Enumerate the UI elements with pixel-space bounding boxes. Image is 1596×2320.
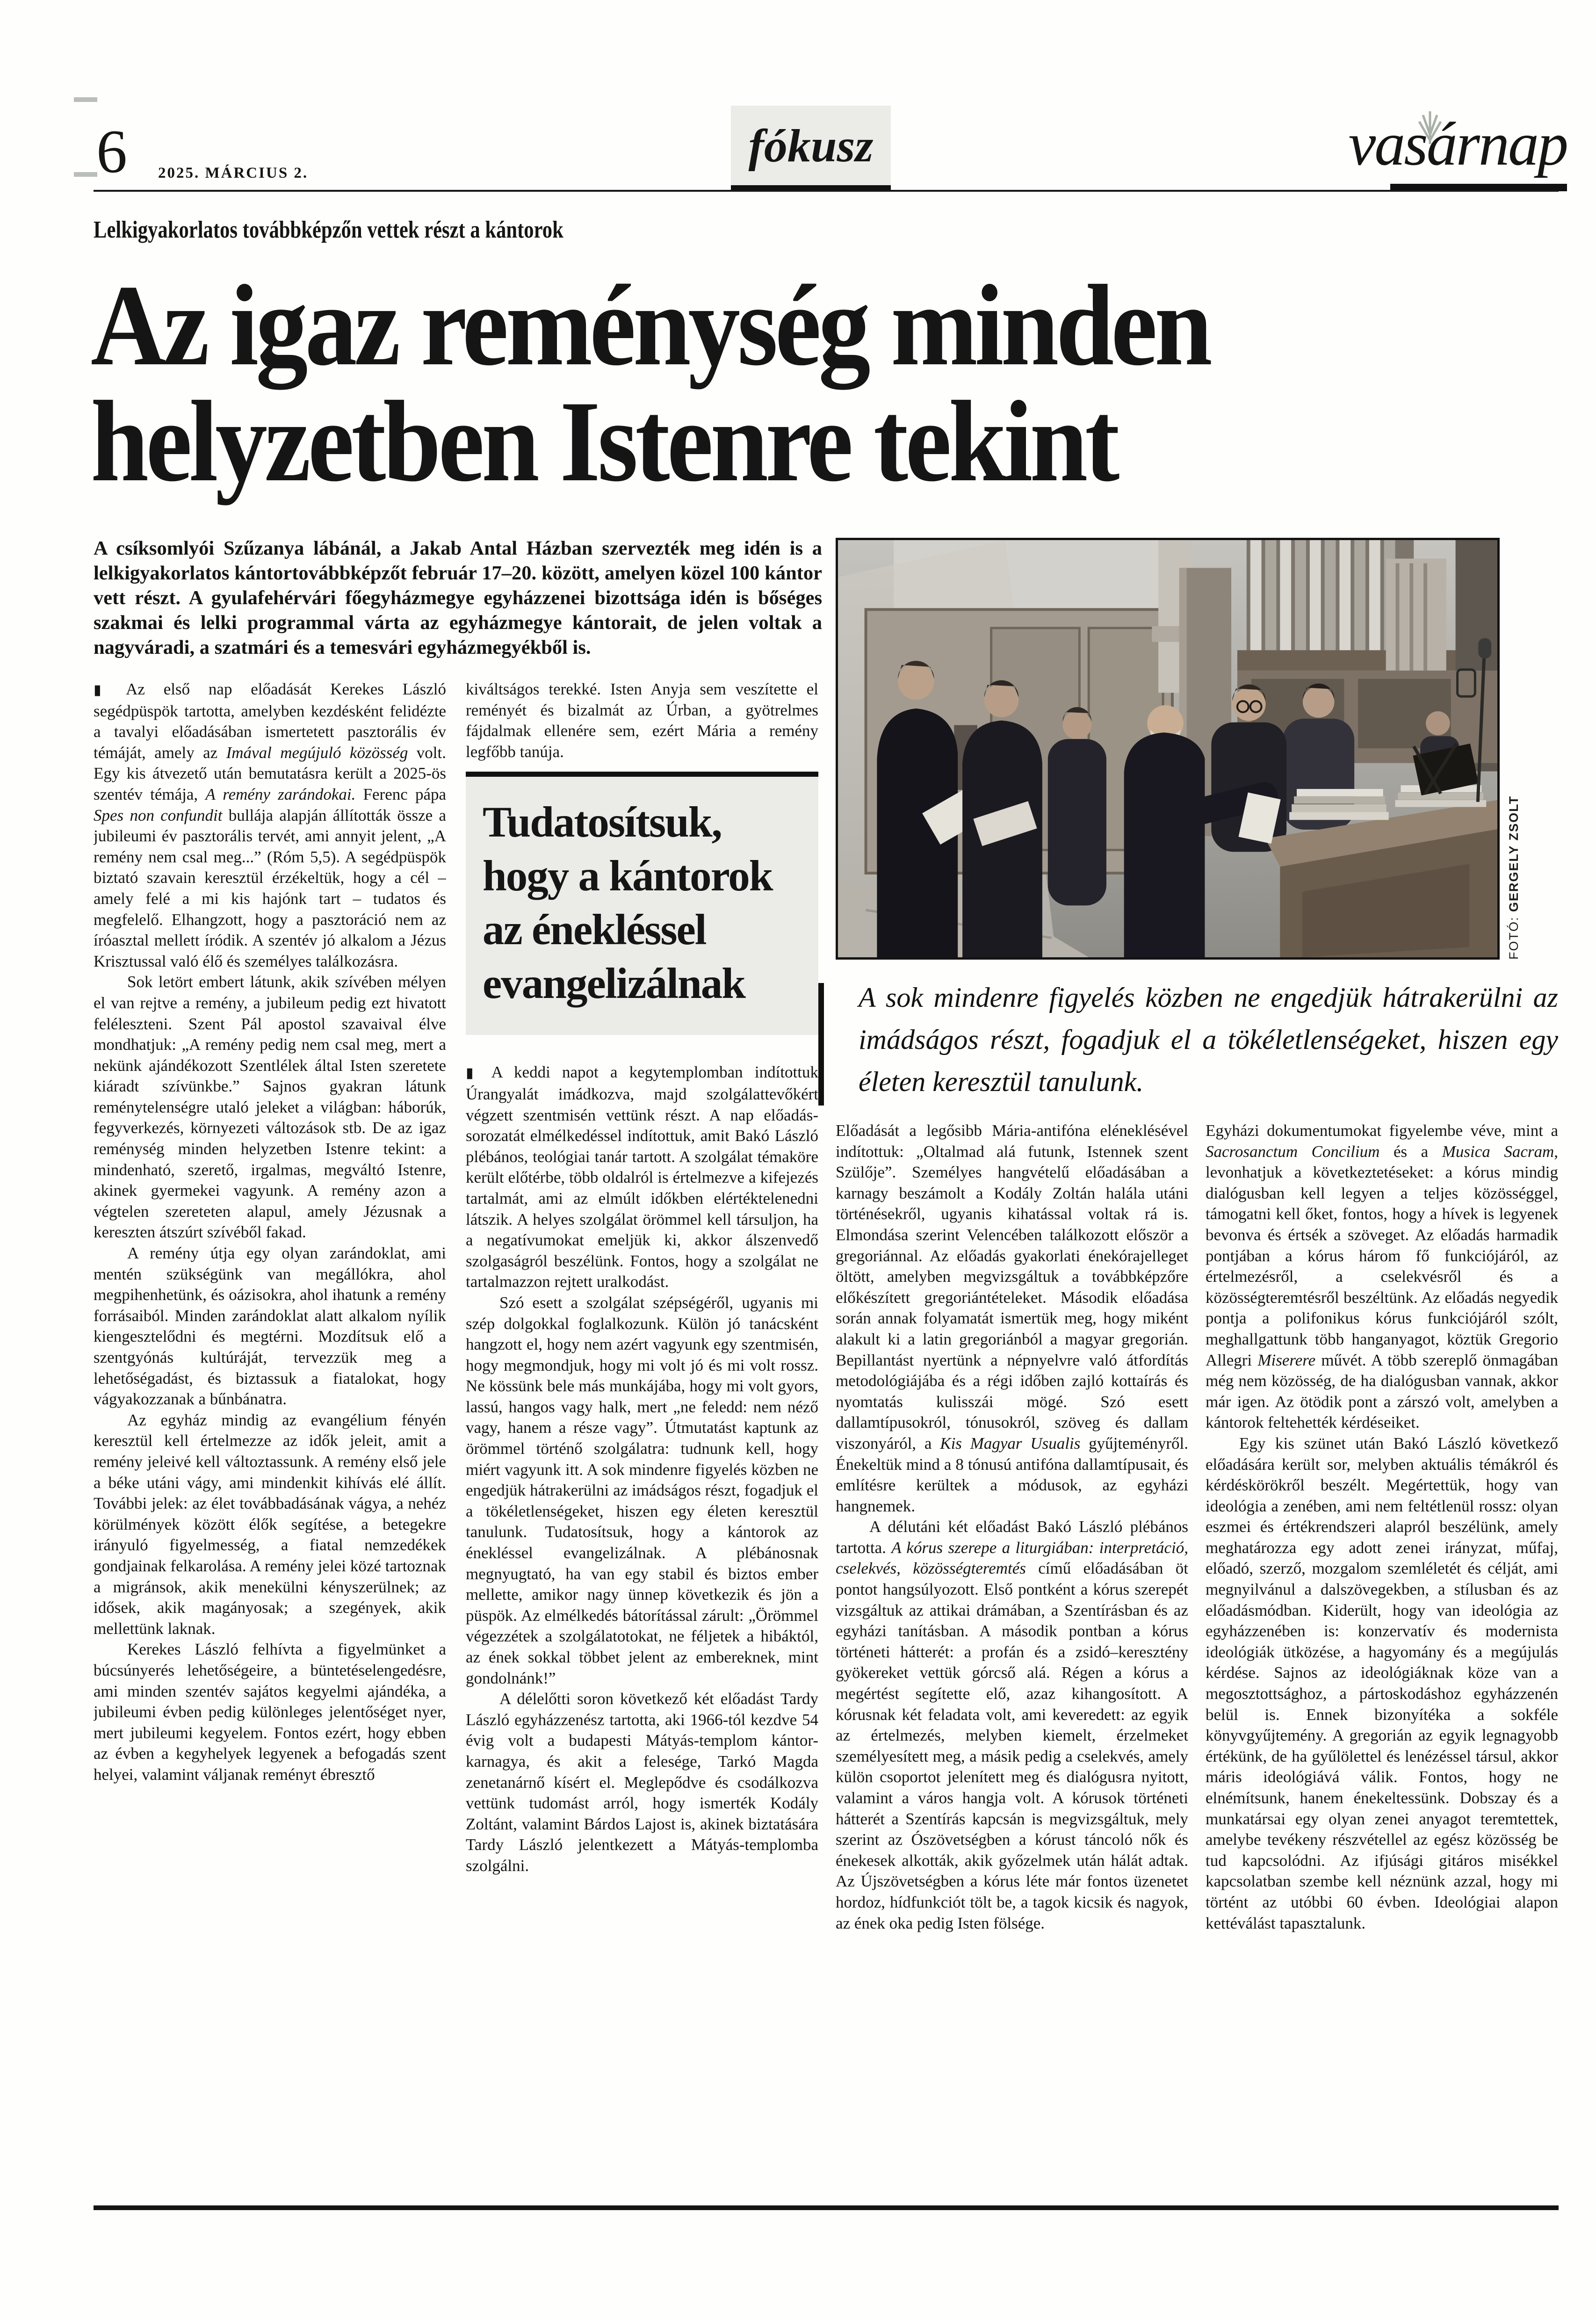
paragraph-marker: ▮: [94, 682, 126, 698]
photo-credit-label: FOTÓ:: [1507, 916, 1521, 960]
photo-illustration: [838, 540, 1497, 957]
article-paragraph: kiváltságos terekké. Isten Anyja sem veszítette el reményét és bizalmát az Úrban, a gyötrelmes fájdalmak ellenére sem, ezért Mária a remény legfőbb tanúja.: [466, 680, 818, 761]
page-number: 6: [96, 117, 127, 186]
article-paragraph: A remény útja egy olyan zarándoklat, ami mentén szükségünk van megállókra, ahol megpihenhetünk, és oázisokra, ahol ihatunk a remény forrásaiból. Minden zarándoklat alatt alkalom nyílik kiengesztelődni és megtérni. Mozdítsuk elő a szentgyónás kultúráját, tervezzük meg a lehetőségadást, és biztassuk a fiatalokat, hogy vágyakozzanak a bűnbánatra.: [94, 1244, 446, 1409]
article-column-2: [466, 679, 818, 2207]
article-column-3: [836, 1120, 1188, 2207]
article-paragraph: A délelőtti soron következő két előadást Tardy László egyházzenész tartotta, aki 1966-tól kezdve 54 évig volt a budapesti Mátyás-templom kántor-karnagya, és akit a felesége, Tarkó Magda zenetanárnő kísért el. Meglepődve és csodálkozva vettünk tudomást arról, hogy ismerték Kodály Zoltánt, valamint Bárdos Lajost is, akinek biztatására Tardy László jelentkezett a Mátyás-templomba szolgálni.: [466, 1690, 818, 1875]
paragraph-marker: ▮: [466, 1065, 491, 1082]
subhead-box: Tudatosítsuk, hogy a kántorok az énekléssel evangelizálnak: [466, 772, 818, 1035]
article-paragraph: Az egyház mindig az evangélium fényén keresztül kell értelmezze az idők jeleit, amit a remény jeleivé kell változtassunk. A remény első jele a béke utáni vágy, ami mindenkit kihívás elé állít. További jelek: az élet továbbadásának vágya, a nehéz körülmények között élők segítése, a betegekre irányuló figyelmesség, a fiatal nemzedékek gondjainak felkarolása. A remény jelei közé tartoznak a migránsok, akik menekülni kényszerülnek; az idősek, akik magányosak; a szegények, akik mellettünk laknak.: [94, 1410, 446, 1638]
article-paragraph: ▮ Az első nap előadását Kerekes László segédpüspök tartotta, amelyben kezdésként felidézte a tavalyi előadásában ismertetett pasztorális év témáját, amely az Imával megújuló közösség volt. Egy kis átvezető után bemutatásra került a 2025-ös szentév témája, A remény zarándokai. Ferenc pápa Spes non confundit bullája alapján állították össze a jubileumi év pasztorális tervét, ami annyit jelent, „A remény nem csal meg...” (Róm 5,5). A segédpüspök biztató szavain keresztül érzékeltük, hogy a cél – amely felé a mi kis hajónk tart – tudatos és megfelelő. Elhangzott, hogy a pasztoráció nem az íróasztal mellett íródik. A szentév jó alkalom a Jézus Krisztussal való élő és személyes találkozásra.: [94, 680, 446, 970]
article-photo: [836, 538, 1500, 960]
headline: [91, 261, 1210, 506]
article-paragraph: ▮ A keddi napot a kegytemplomban indítottuk Úrangyalát imádkozva, majd szolgálattevőkért végzett szentmisén vettünk részt. A nap előadás-sorozatát elmélkedéssel indítottuk, amit Bakó László plébános, teológiai tanár tartott. A szolgálat témaköre került előtérbe, több oldalról is értelmezve a kifejezés tartalmát, ami az elmúlt időkben elértéktelenedni látszik. A helyes szolgálat örömmel kell társuljon, ha a negatívumokat emeljük ki, akkor álszenvedő szolgaságról beszélünk. Fontos, hogy a szolgálat ne tartalmazzon rejtett uralkodást.: [466, 1063, 818, 1291]
pull-quote-bar: [818, 983, 824, 1106]
headline-line1: Az igaz reménység minden: [91, 261, 1210, 390]
masthead-logo: vasárnap: [1348, 109, 1567, 178]
pull-quote: A sok mindenre figyelés közben ne engedjük hátrakerülni az imádságos részt, fogadjuk el a tökéletlenségeket, hiszen egy életen keresztül tanulunk.: [859, 982, 1558, 1097]
photo-credit-name: GERGELY ZSOLT: [1507, 795, 1521, 912]
header-rule: [94, 190, 1559, 192]
kicker: Lelkigyakorlatos továbbképzőn vettek részt a kántorok: [94, 217, 563, 243]
article-paragraph: Sok letört embert látunk, akik szívében mélyen el van rejtve a remény, a jubileum pedig ezt hivatott feléleszteni. Szent Pál apostol szavaival élve mondhatjuk: „A remény pedig nem csal meg, mert a nekünk ajándékozott Szentlélek által Isten szeretete kiáradt szívünkbe.” Sajnos gyakran látunk reménytelenségre utaló jeleket a világban: háborúk, fegyverkezés, környezeti változások stb. De az igaz reménység minden helyzetben Istenre tekint: a mindenható, szerető, irgalmas, megváltó Istenre, akinek gyermekei vagyunk. A remény azon a végtelen szereteten alapul, amely Jézusnak a kereszten átszúrt szívéből fakad.: [94, 973, 446, 1242]
headline-line2: helyzetben Istenre tekint: [91, 377, 1117, 506]
article-paragraph: Szó esett a szolgálat szépségéről, ugyanis mi szép dolgokkal foglalkozunk. Külön jó tanácsként hangzott el, hogy nem azért vagyunk egy szentmisén, hogy megmondjuk, hogy mi volt jó és mi volt rossz. Ne kössünk bele más munkájába, hogy mi volt gyors, lassú, hangos vagy halk, mert „ne feledd: nem néző vagy, hanem a része vagy”. Útmutatást kaptunk az örömmel történő szolgálatra: tudnunk kell, hogy miért vagyunk itt. A sok mindenre figyelés közben ne engedjük hátrakerülni az imádságos részt, fogadjuk el a tökéletlenségeket, hiszen egy életen keresztül tanulunk. Tudatosítsuk, hogy a kántorok az énekléssel evangelizálnak. A plébánosnak megnyugtató, ha van egy stabil és biztos ember mellette, amikor nagy ünnep következik és jön a püspök. Az elmélkedés bátorítással zárult: „Örömmel végezzétek a szolgálatotokat, ne féljetek a hibáktól, az ének sokkal többet jelent az embereknek, mint gondolnánk!”: [466, 1293, 818, 1687]
crop-mark: [74, 172, 97, 177]
article-paragraph: A délutáni két előadást Bakó László plébános tartotta. A kórus szerepe a liturgiában: interpretáció, cselekvés, közösségteremtés című előadásában öt pontot hangsúlyozott. Első pontként a kórus szerepét vizsgáltuk az attikai drámában, a Szentírásban és az egyházi tanításban. A második pontban a kórus történeti hátterét: a profán és a zsidó–keresztény gyökereket vettük górcső alá. Régen a kórus a megértést segítette elő, azaz kihangosított. A kórusnak két feladata volt, ami keveredett: az egyik az értelmezés, melyben kiemelt, érzelmeket személyesített meg, a másik pedig a cselekvés, amely külön csoportot jelenített meg és dialógusra nyitott, valamint a város hangja volt. A kórusok történeti hátterét a Szentírás kapcsán is megvizsgáltuk, mely szerint az Ószövetségben a kórust táncoló nők és énekesek alkották, akik győzelmek után hálát adtak. Az Újszövetségben a kórus léte már fontos üzenetet hordoz, hídfunkciót tölt be, a tagok kicsik és nagyok, az ének oka pedig Isten fölsége.: [836, 1518, 1188, 1932]
section-label: fókusz: [748, 119, 874, 172]
section-badge: [731, 106, 891, 191]
crop-mark: [74, 97, 97, 102]
article-paragraph: Egy kis szünet után Bakó László következő előadására került sor, melyben aktuális témákról és kérdéskörökről beszélt. Megértettük, hogy van ideológia a zenében, ami nem feltétlenül rossz: olyan eszmei és értékrendszeri alapról beszélünk, amely meghatározza egy adott zenei irányzat, műfaj, előadó, szerző, mozgalom szemléletét és célját, ami megnyilvánul a dalszövegekben, a stílusban és az előadásmódban. Kiderült, hogy van ideológia az egyházzenében is: konzervatív és modernista ideológiák ütközése, a hagyomány és a megújulás kérdése. Sajnos az ideológiáknak köze van a megosztottsághoz, a pártoskodáshoz egyházzenén belül is. Ennek bizonyítéka a sokféle könyvgyűjtemény. A gregorián az egyik legnagyobb értékünk, de ha gyűlölettel és lenézéssel társul, akkor máris ideológiává válik. Fontos, hogy ne elnémítsunk, hanem énekeltessünk. Dobszay és a munkatársai egy olyan zenei anyagot teremtettek, amelybe tevékeny részvétellel az egész közösség be tud kapcsolódni. Az ifjúsági gitáros misékkel kapcsolatban szembe kell néznünk azzal, hogy mi történt az utóbbi 60 évben. Ideológiai alapon kettéválást tapasztalunk.: [1206, 1434, 1558, 1932]
bottom-rule: [94, 2205, 1559, 2210]
article-paragraph: Előadását a legősibb Mária-antifóna eléneklésével indítottuk: „Oltalmad alá futunk, Istennek szent Szülője”. Személyes hangvételű előadásában a karnagy beszámolt a Kodály Zoltán halála utáni történésekről, ugyanis kihatással voltak rá is. Elmondása szerint Velencében találkozott először a gregoriánnal. Az előadás gyakorlati énekórajelleget öltött, amelyben megvizsgáltuk a továbbképzőre előkészített gregoriántételeket. Második előadása során annak folyamatát ismertük meg, hogy miként alakult ki a latin gregoriánból a magyar gregorián. Bepillantást nyertünk a népnyelvre való átfordítás metodológiájába és a régi időben zajló kottaírás és nyomtatás kulisszái mögé. Szó esett dallamtípusokról, tónusokról, szöveg és dallam viszonyáról, a Kis Magyar Usualis gyűjteményről. Énekeltük mind a 8 tónusú antifóna dallamtípusait, és említésre kerültek a módusok, az egyházi hangnemek.: [836, 1121, 1188, 1515]
article-paragraph: Kerekes László felhívta a figyelmünket a búcsúnyerés lehetőségeire, a büntetéselengedésre, ami minden szentév sajátos kegyelmi ajándéka, a jubileumi évben pedig különleges jelentőséget nyer, mert jubileumi kegyelem. Fontos ezért, hogy ebben az évben a kegyhelyek legyenek a befogadás szent helyei, valamint váljanak reményt ébresztő: [94, 1640, 446, 1784]
lead-paragraph: A csíksomlyói Szűzanya lábánál, a Jakab Antal Házban szervezték meg idén is a lelkigyakorlatos kántortovábbképzőt február 17–20. között, amelyen közel 100 kántor vett részt. A gyulafehérvári főegyházmegye egyházzenei bizottsága idén is bőséges szakmai és lelki programmal várta az egyházmegye kántorait, de jelen voltak a nagyváradi, a szatmári és a temesvári egyházmegyékből is.: [94, 537, 822, 658]
photo-credit: [1507, 679, 1521, 960]
article-column-1: [94, 679, 446, 2207]
article-paragraph: Egyházi dokumentumokat figyelembe véve, mint a Sacrosanctum Concilium és a Musica Sacram, levonhatjuk a következtetéseket: a kórus mindig dialógusban kell legyen a teljes közösséggel, támogatni kell őket, fontos, hogy a hívek is legyenek bevonva és értsék a szöveget. Az előadás harmadik pontjában a kórus három fő funkciójáról, az értelmezésről, a cselekvésről és a közösségteremtésről beszéltünk. Az előadás negyedik pontja a polifonikus kórus funkciójáról szólt, meghallgattunk több hanganyagot, köztük Gregorio Allegri Miserere művét. A több szereplő önmagában még nem közösség, de ha dialógusban vannak, akkor már igen. Az ötödik pont a zárszó volt, amelyben a kántorok feltehették kérdéseiket.: [1206, 1121, 1558, 1432]
article-column-4: [1206, 1120, 1558, 2207]
issue-date: 2025. MÁRCIUS 2.: [158, 165, 309, 181]
